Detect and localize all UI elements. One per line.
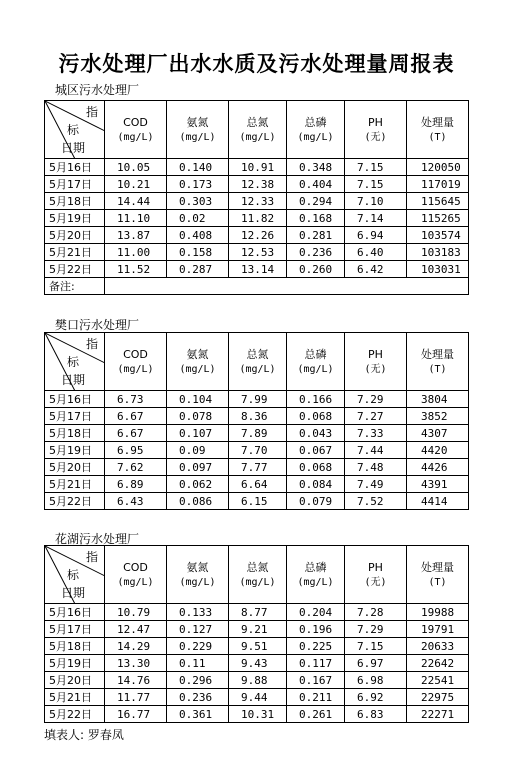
cell-cod: 10.79 (105, 604, 167, 621)
corner-label-top: 指 (85, 105, 98, 119)
corner-label-top: 指 (85, 550, 98, 564)
column-name: 总磷 (304, 560, 327, 574)
cell-tn: 9.43 (229, 655, 287, 672)
date-cell: 5月17日 (45, 621, 105, 638)
column-header-volume (407, 101, 469, 159)
cell-ph: 6.92 (345, 689, 407, 706)
date-cell: 5月19日 (45, 655, 105, 672)
diagonal-header-cell (45, 333, 105, 391)
table-row (45, 621, 469, 638)
cell-nh3n: 0.11 (167, 655, 229, 672)
date-cell: 5月17日 (45, 408, 105, 425)
corner-label-bottom: 日期 (61, 141, 86, 155)
date-cell: 5月18日 (45, 193, 105, 210)
cell-nh3n: 0.062 (167, 476, 229, 493)
cell-ph: 7.15 (345, 159, 407, 176)
table-row (45, 638, 469, 655)
cell-cod: 11.52 (105, 261, 167, 278)
corner-label-mid: 标 (67, 568, 80, 582)
column-header-ph (345, 546, 407, 604)
cell-tp: 0.167 (287, 672, 345, 689)
cell-volume: 4391 (407, 476, 469, 493)
column-header-volume (407, 546, 469, 604)
cell-tp: 0.079 (287, 493, 345, 510)
column-name: 总氮 (246, 347, 269, 361)
cell-tp: 0.168 (287, 210, 345, 227)
date-cell: 5月19日 (45, 442, 105, 459)
cell-tn: 10.31 (229, 706, 287, 723)
date-cell: 5月21日 (45, 244, 105, 261)
cell-tn: 12.38 (229, 176, 287, 193)
column-unit: (mg/L) (179, 576, 216, 588)
column-name: PH (368, 115, 383, 129)
table-row (45, 689, 469, 706)
column-header-nh3n (167, 333, 229, 391)
date-cell: 5月21日 (45, 476, 105, 493)
cell-cod: 11.10 (105, 210, 167, 227)
cell-volume: 22541 (407, 672, 469, 689)
cell-tn: 7.99 (229, 391, 287, 408)
column-unit: (mg/L) (117, 576, 154, 588)
date-cell: 5月16日 (45, 159, 105, 176)
column-header-volume (407, 333, 469, 391)
header-row (45, 101, 469, 159)
cell-volume: 3804 (407, 391, 469, 408)
column-name: 处理量 (421, 560, 454, 574)
cell-cod: 6.95 (105, 442, 167, 459)
cell-volume: 22271 (407, 706, 469, 723)
cell-volume: 4420 (407, 442, 469, 459)
header-row (45, 546, 469, 604)
column-name: COD (123, 560, 148, 574)
water-quality-table-fankou (44, 332, 469, 510)
column-unit: (mg/L) (239, 576, 276, 588)
cell-volume: 115265 (407, 210, 469, 227)
column-name: 氨氮 (186, 560, 209, 574)
table-row (45, 442, 469, 459)
column-unit: (T) (428, 576, 447, 588)
cell-tn: 6.64 (229, 476, 287, 493)
cell-tp: 0.043 (287, 425, 345, 442)
corner-label-top: 指 (85, 337, 98, 351)
date-cell: 5月19日 (45, 210, 105, 227)
column-name: COD (123, 115, 148, 129)
cell-tp: 0.084 (287, 476, 345, 493)
column-header-tp (287, 101, 345, 159)
table-row (45, 672, 469, 689)
cell-volume: 22642 (407, 655, 469, 672)
table-row (45, 425, 469, 442)
table-row (45, 655, 469, 672)
column-unit: (T) (428, 363, 447, 375)
cell-tp: 0.348 (287, 159, 345, 176)
date-cell: 5月20日 (45, 459, 105, 476)
column-name: 氨氮 (186, 347, 209, 361)
cell-volume: 4414 (407, 493, 469, 510)
cell-tp: 0.281 (287, 227, 345, 244)
column-unit: (无) (364, 363, 387, 375)
column-unit: (mg/L) (297, 363, 334, 375)
table-row (45, 227, 469, 244)
cell-ph: 6.42 (345, 261, 407, 278)
column-unit: (无) (364, 576, 387, 588)
cell-tn: 9.88 (229, 672, 287, 689)
cell-volume: 103031 (407, 261, 469, 278)
cell-tp: 0.404 (287, 176, 345, 193)
cell-tn: 9.44 (229, 689, 287, 706)
notes-row (45, 278, 469, 295)
column-unit: (mg/L) (117, 363, 154, 375)
cell-ph: 6.97 (345, 655, 407, 672)
cell-ph: 6.40 (345, 244, 407, 261)
column-name: 处理量 (421, 115, 454, 129)
cell-nh3n: 0.158 (167, 244, 229, 261)
column-name: PH (368, 560, 383, 574)
column-unit: (T) (428, 131, 447, 143)
cell-ph: 6.98 (345, 672, 407, 689)
cell-nh3n: 0.107 (167, 425, 229, 442)
filler-signature: 填表人: 罗春凤 (44, 728, 124, 742)
cell-ph: 7.10 (345, 193, 407, 210)
cell-volume: 19988 (407, 604, 469, 621)
cell-cod: 6.89 (105, 476, 167, 493)
date-cell: 5月16日 (45, 604, 105, 621)
table-row (45, 244, 469, 261)
cell-cod: 16.77 (105, 706, 167, 723)
cell-ph: 7.15 (345, 638, 407, 655)
table-row (45, 459, 469, 476)
cell-ph: 7.14 (345, 210, 407, 227)
cell-cod: 11.00 (105, 244, 167, 261)
column-name: 处理量 (421, 347, 454, 361)
column-header-tn (229, 333, 287, 391)
date-cell: 5月17日 (45, 176, 105, 193)
cell-nh3n: 0.09 (167, 442, 229, 459)
column-header-nh3n (167, 101, 229, 159)
column-header-ph (345, 101, 407, 159)
cell-tn: 10.91 (229, 159, 287, 176)
column-name: 总磷 (304, 115, 327, 129)
date-cell: 5月21日 (45, 689, 105, 706)
column-unit: (mg/L) (179, 131, 216, 143)
date-cell: 5月20日 (45, 672, 105, 689)
cell-cod: 10.21 (105, 176, 167, 193)
cell-tp: 0.117 (287, 655, 345, 672)
notes-value (105, 278, 469, 295)
cell-tn: 12.33 (229, 193, 287, 210)
date-cell: 5月18日 (45, 425, 105, 442)
column-header-ph (345, 333, 407, 391)
column-unit: (mg/L) (239, 363, 276, 375)
cell-tn: 12.26 (229, 227, 287, 244)
date-cell: 5月22日 (45, 493, 105, 510)
column-unit: (mg/L) (239, 131, 276, 143)
cell-volume: 3852 (407, 408, 469, 425)
column-name: 总磷 (304, 347, 327, 361)
cell-tn: 13.14 (229, 261, 287, 278)
table-row (45, 193, 469, 210)
cell-nh3n: 0.127 (167, 621, 229, 638)
cell-tn: 7.89 (229, 425, 287, 442)
cell-volume: 115645 (407, 193, 469, 210)
cell-tp: 0.067 (287, 442, 345, 459)
date-cell: 5月22日 (45, 261, 105, 278)
water-quality-table-chengqu (44, 100, 469, 295)
corner-label-bottom: 日期 (61, 586, 86, 600)
column-unit: (mg/L) (297, 131, 334, 143)
cell-ph: 7.15 (345, 176, 407, 193)
cell-volume: 19791 (407, 621, 469, 638)
cell-tp: 0.068 (287, 459, 345, 476)
cell-tn: 8.77 (229, 604, 287, 621)
cell-nh3n: 0.097 (167, 459, 229, 476)
cell-cod: 13.87 (105, 227, 167, 244)
water-quality-table-huahu (44, 545, 469, 723)
column-name: COD (123, 347, 148, 361)
cell-volume: 22975 (407, 689, 469, 706)
cell-nh3n: 0.408 (167, 227, 229, 244)
diagonal-header-cell (45, 101, 105, 159)
cell-volume: 103574 (407, 227, 469, 244)
cell-cod: 14.44 (105, 193, 167, 210)
cell-nh3n: 0.086 (167, 493, 229, 510)
table-row (45, 391, 469, 408)
cell-tn: 12.53 (229, 244, 287, 261)
cell-nh3n: 0.104 (167, 391, 229, 408)
column-unit: (mg/L) (297, 576, 334, 588)
table-row (45, 493, 469, 510)
cell-cod: 14.29 (105, 638, 167, 655)
cell-tp: 0.204 (287, 604, 345, 621)
cell-tn: 11.82 (229, 210, 287, 227)
cell-ph: 7.44 (345, 442, 407, 459)
cell-nh3n: 0.361 (167, 706, 229, 723)
cell-nh3n: 0.140 (167, 159, 229, 176)
cell-tn: 9.21 (229, 621, 287, 638)
column-unit: (mg/L) (117, 131, 154, 143)
cell-cod: 14.76 (105, 672, 167, 689)
cell-ph: 7.29 (345, 391, 407, 408)
cell-tp: 0.225 (287, 638, 345, 655)
cell-volume: 120050 (407, 159, 469, 176)
notes-label: 备注: (45, 278, 105, 295)
cell-nh3n: 0.133 (167, 604, 229, 621)
cell-volume: 103183 (407, 244, 469, 261)
cell-tp: 0.196 (287, 621, 345, 638)
cell-volume: 4307 (407, 425, 469, 442)
column-header-cod (105, 101, 167, 159)
cell-tn: 9.51 (229, 638, 287, 655)
cell-cod: 6.67 (105, 425, 167, 442)
cell-ph: 7.33 (345, 425, 407, 442)
cell-tp: 0.294 (287, 193, 345, 210)
table-row (45, 159, 469, 176)
cell-tn: 7.77 (229, 459, 287, 476)
cell-nh3n: 0.236 (167, 689, 229, 706)
cell-ph: 7.29 (345, 621, 407, 638)
date-cell: 5月20日 (45, 227, 105, 244)
cell-tp: 0.261 (287, 706, 345, 723)
cell-cod: 13.30 (105, 655, 167, 672)
column-header-cod (105, 546, 167, 604)
cell-cod: 10.05 (105, 159, 167, 176)
table-row (45, 408, 469, 425)
cell-tn: 7.70 (229, 442, 287, 459)
cell-ph: 7.27 (345, 408, 407, 425)
cell-volume: 117019 (407, 176, 469, 193)
column-name: 氨氮 (186, 115, 209, 129)
column-name: 总氮 (246, 560, 269, 574)
table-row (45, 210, 469, 227)
cell-nh3n: 0.296 (167, 672, 229, 689)
table-row (45, 604, 469, 621)
cell-ph: 7.28 (345, 604, 407, 621)
column-unit: (无) (364, 131, 387, 143)
table-row (45, 476, 469, 493)
cell-tn: 6.15 (229, 493, 287, 510)
cell-nh3n: 0.02 (167, 210, 229, 227)
header-row (45, 333, 469, 391)
cell-tp: 0.236 (287, 244, 345, 261)
plant-name-chengqu: 城区污水处理厂 (55, 83, 140, 97)
cell-nh3n: 0.287 (167, 261, 229, 278)
cell-nh3n: 0.078 (167, 408, 229, 425)
column-header-tp (287, 333, 345, 391)
cell-tn: 8.36 (229, 408, 287, 425)
corner-label-bottom: 日期 (61, 373, 86, 387)
cell-ph: 7.52 (345, 493, 407, 510)
cell-nh3n: 0.303 (167, 193, 229, 210)
cell-ph: 6.83 (345, 706, 407, 723)
cell-tp: 0.211 (287, 689, 345, 706)
column-header-tn (229, 101, 287, 159)
column-name: PH (368, 347, 383, 361)
cell-tp: 0.260 (287, 261, 345, 278)
column-header-tn (229, 546, 287, 604)
cell-tp: 0.068 (287, 408, 345, 425)
plant-name-huahu: 花湖污水处理厂 (55, 532, 140, 546)
table-row (45, 706, 469, 723)
cell-cod: 6.67 (105, 408, 167, 425)
column-unit: (mg/L) (179, 363, 216, 375)
cell-nh3n: 0.173 (167, 176, 229, 193)
column-header-tp (287, 546, 345, 604)
plant-name-fankou: 樊口污水处理厂 (55, 318, 140, 332)
column-header-cod (105, 333, 167, 391)
table-row (45, 176, 469, 193)
corner-label-mid: 标 (67, 123, 80, 137)
cell-ph: 7.49 (345, 476, 407, 493)
table-row (45, 261, 469, 278)
cell-volume: 20633 (407, 638, 469, 655)
date-cell: 5月22日 (45, 706, 105, 723)
column-header-nh3n (167, 546, 229, 604)
cell-ph: 6.94 (345, 227, 407, 244)
cell-nh3n: 0.229 (167, 638, 229, 655)
cell-cod: 6.43 (105, 493, 167, 510)
column-name: 总氮 (246, 115, 269, 129)
date-cell: 5月16日 (45, 391, 105, 408)
cell-cod: 11.77 (105, 689, 167, 706)
diagonal-header-cell (45, 546, 105, 604)
cell-cod: 12.47 (105, 621, 167, 638)
cell-tp: 0.166 (287, 391, 345, 408)
cell-ph: 7.48 (345, 459, 407, 476)
cell-volume: 4426 (407, 459, 469, 476)
cell-cod: 7.62 (105, 459, 167, 476)
report-title: 污水处理厂出水水质及污水处理量周报表 (58, 52, 455, 76)
date-cell: 5月18日 (45, 638, 105, 655)
cell-cod: 6.73 (105, 391, 167, 408)
corner-label-mid: 标 (67, 355, 80, 369)
